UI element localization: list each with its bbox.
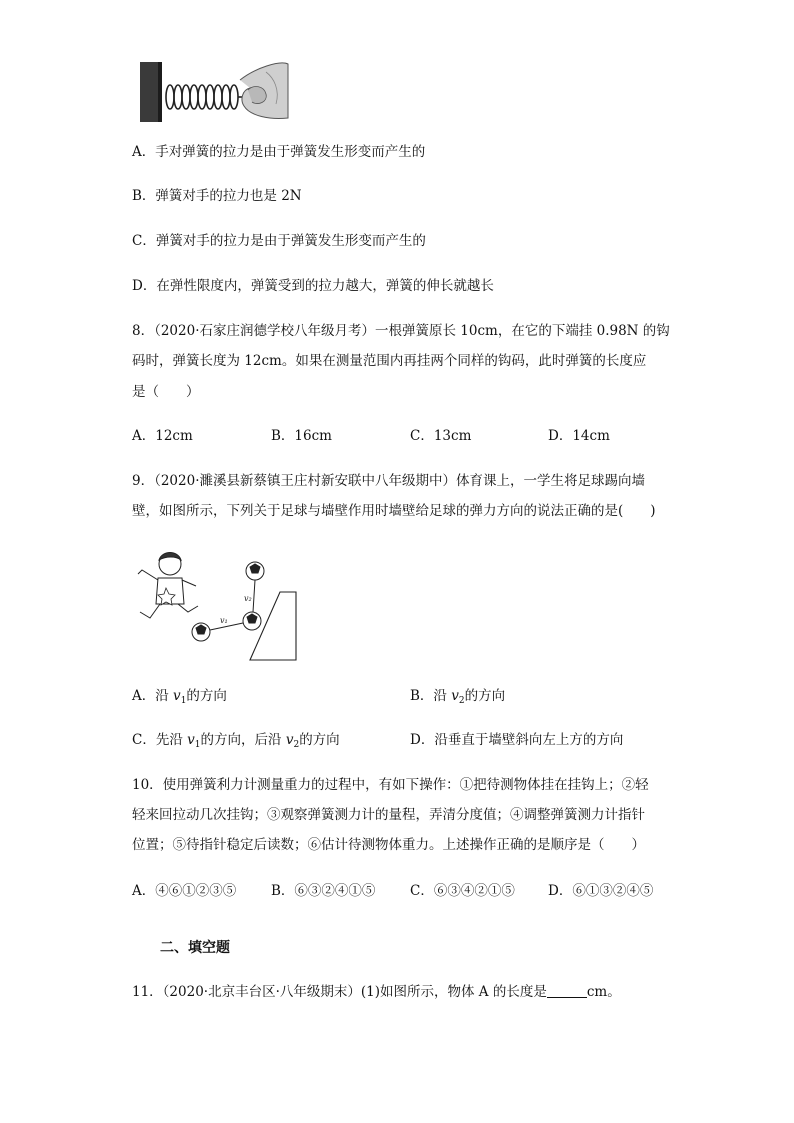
q8-option-a: A．12cm [132, 428, 193, 444]
q8-option-d: D．14cm [548, 428, 610, 444]
q7-option-a: A．手对弹簧的拉力是由于弹簧发生形变而产生的 [132, 144, 426, 160]
q9-stem-line2: 壁，如图所示，下列关于足球与墙壁作用时墙壁给足球的弹力方向的说法正确的是( ) [132, 503, 656, 519]
q7-option-d: D．在弹性限度内，弹簧受到的拉力越大，弹簧的伸长就越长 [132, 278, 494, 294]
q9-stem-line1: 9．（2020·濉溪县新蔡镇王庄村新安联中八年级期中）体育课上，一学生将足球踢向墙 [132, 473, 645, 489]
q10-option-c: C．⑥③④②①⑤ [410, 883, 515, 899]
q11-answer-blank[interactable] [547, 983, 587, 998]
fig-label-v2: v₂ [244, 594, 252, 603]
q10-option-a: A．④⑥①②③⑤ [132, 883, 237, 899]
q10-stem-line2: 轻来回拉动几次挂钩；③观察弹簧测力计的量程，弄清分度值；④调整弹簧测力计指针 [132, 807, 645, 823]
q10-option-b: B．⑥③②④①⑤ [271, 883, 376, 899]
fig-label-v1: v₁ [220, 616, 228, 625]
q11-stem: 11．（2020·北京丰台区·八年级期末）(1)如图所示，物体 A 的长度是 cm。 [132, 984, 621, 1000]
q10-stem-line1: 10．使用弹簧利力计测量重力的过程中，有如下操作：①把待测物体挂在挂钩上；②轻 [132, 777, 649, 793]
q8-stem-line3: 是（ ） [132, 384, 200, 400]
q9-option-b: B．沿 $v_2$的方向 [410, 688, 506, 706]
q8-option-b: B．16cm [271, 428, 332, 444]
q9-option-a: A．沿 $v_1$的方向 [132, 688, 227, 706]
q10-stem-line3: 位置；⑤待指针稳定后读数；⑥估计待测物体重力。上述操作正确的是顺序是（ ） [132, 837, 645, 853]
section-heading-fill-in: 二、填空题 [160, 940, 230, 956]
q10-option-d: D．⑥①③②④⑤ [548, 883, 654, 899]
soccer-wall-figure [128, 548, 308, 663]
q8-stem-line2: 码时，弹簧长度为 12cm。如果在测量范围内再挂两个同样的钩码，此时弹簧的长度应 [132, 353, 647, 369]
q9-option-c: C．先沿 $v_1$的方向，后沿 $v_2$的方向 [132, 732, 340, 750]
q9-option-d: D．沿垂直于墙壁斜向左上方的方向 [410, 732, 624, 748]
spring-hand-figure [140, 60, 290, 122]
q7-option-b: B．弹簧对手的拉力也是 2N [132, 188, 302, 204]
q7-option-c: C．弹簧对手的拉力是由于弹簧发生形变而产生的 [132, 233, 426, 249]
q8-stem-line1: 8．（2020·石家庄润德学校八年级月考）一根弹簧原长 10cm，在它的下端挂 0.98N 的钩 [132, 323, 670, 339]
q8-option-c: C．13cm [410, 428, 472, 444]
